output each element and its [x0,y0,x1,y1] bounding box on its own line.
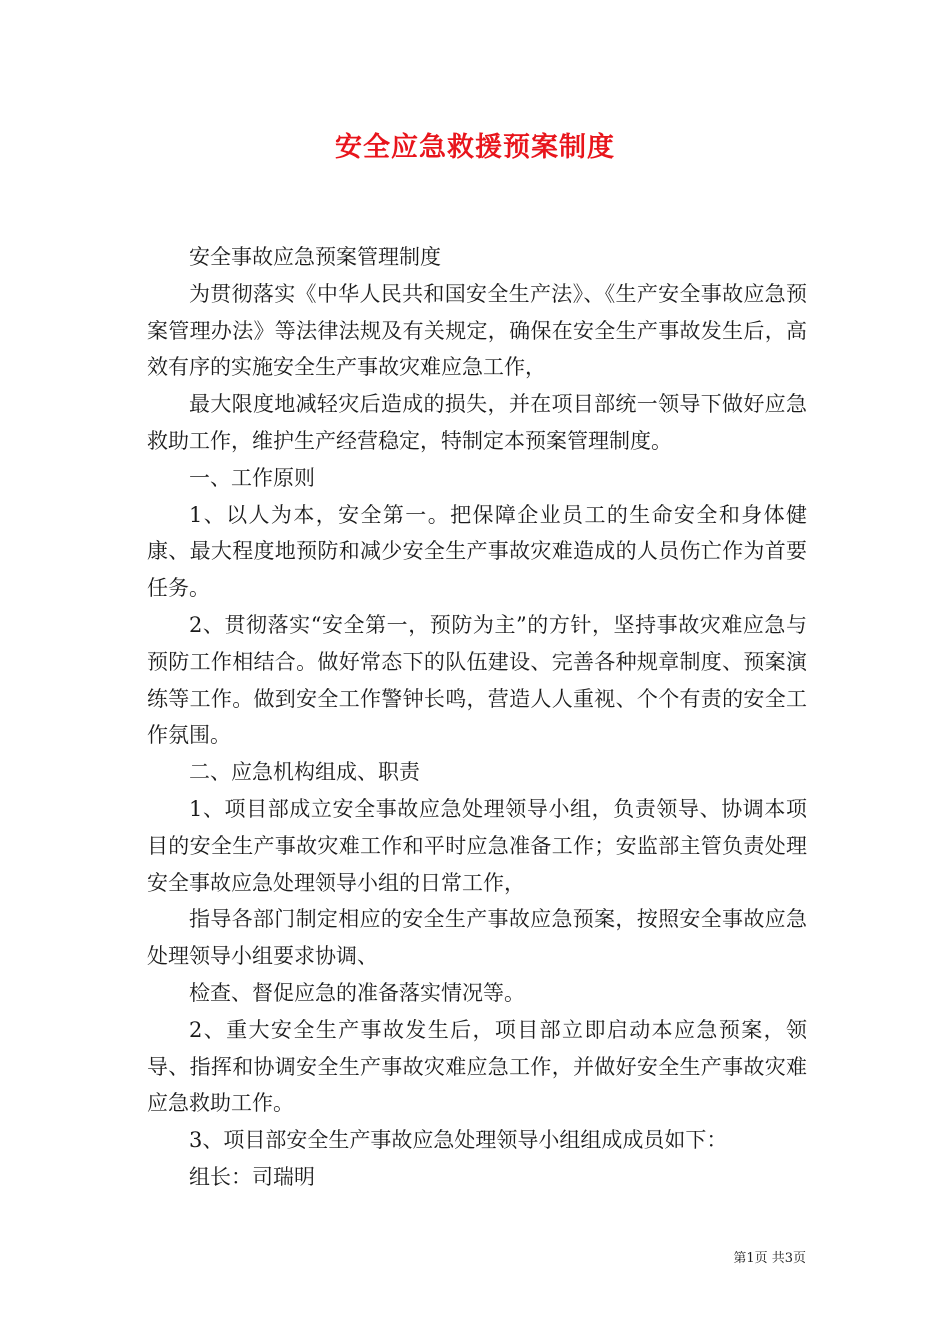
paragraph: 3、项目部安全生产事故应急处理领导小组组成成员如下： [189,1128,728,1153]
paragraph: 1、以人为本，安全第一。把保障企业员工的生命安全和身体健康、最大程度地预防和减少安全生产事故灾难造成的人员伤亡作为首要任务。 [147,502,807,601]
page-number-footer: 第1页 共3页 [733,1251,806,1266]
paragraph: 1、项目部成立安全事故应急处理领导小组，负责领导、协调本项目的安全生产事故灾难工作和平时应急准备工作；安监部主管负责处理安全事故应急处理领导小组的日常工作， [147,796,807,895]
paragraph: 2、重大安全生产事故发生后，项目部立即启动本应急预案，领导、指挥和协调安全生产事故灾难应急工作，并做好安全生产事故灾难应急救助工作。 [147,1017,807,1116]
paragraph: 2、贯彻落实“安全第一，预防为主”的方针，坚持事故灾难应急与预防工作相结合。做好常态下的队伍建设、完善各种规章制度、预案演练等工作。做到安全工作警钟长鸣，营造人人重视、个个有责的安全工作氛围。 [147,612,807,748]
paragraph: 组长：司瑞明 [189,1164,315,1189]
paragraph: 检查、督促应急的准备落实情况等。 [189,980,525,1005]
paragraph: 指导各部门制定相应的安全生产事故应急预案，按照安全事故应急处理领导小组要求协调、 [147,907,807,969]
document-title: 安全应急救援预案制度 [335,132,615,163]
section-heading: 二、应急机构组成、职责 [189,760,420,785]
paragraph-heading: 安全事故应急预案管理制度 [189,245,441,269]
section-heading: 一、工作原则 [189,465,315,490]
paragraph: 为贯彻落实《中华人民共和国安全生产法》、《生产安全事故应急预案管理办法》等法律法规及有关规定，确保在安全生产事故发生后，高效有序的实施安全生产事故灾难应急工作， [147,281,807,380]
paragraph: 最大限度地减轻灾后造成的损失，并在项目部统一领导下做好应急救助工作，维护生产经营稳定，特制定本预案管理制度。 [147,392,807,453]
document-body [147,239,807,1196]
